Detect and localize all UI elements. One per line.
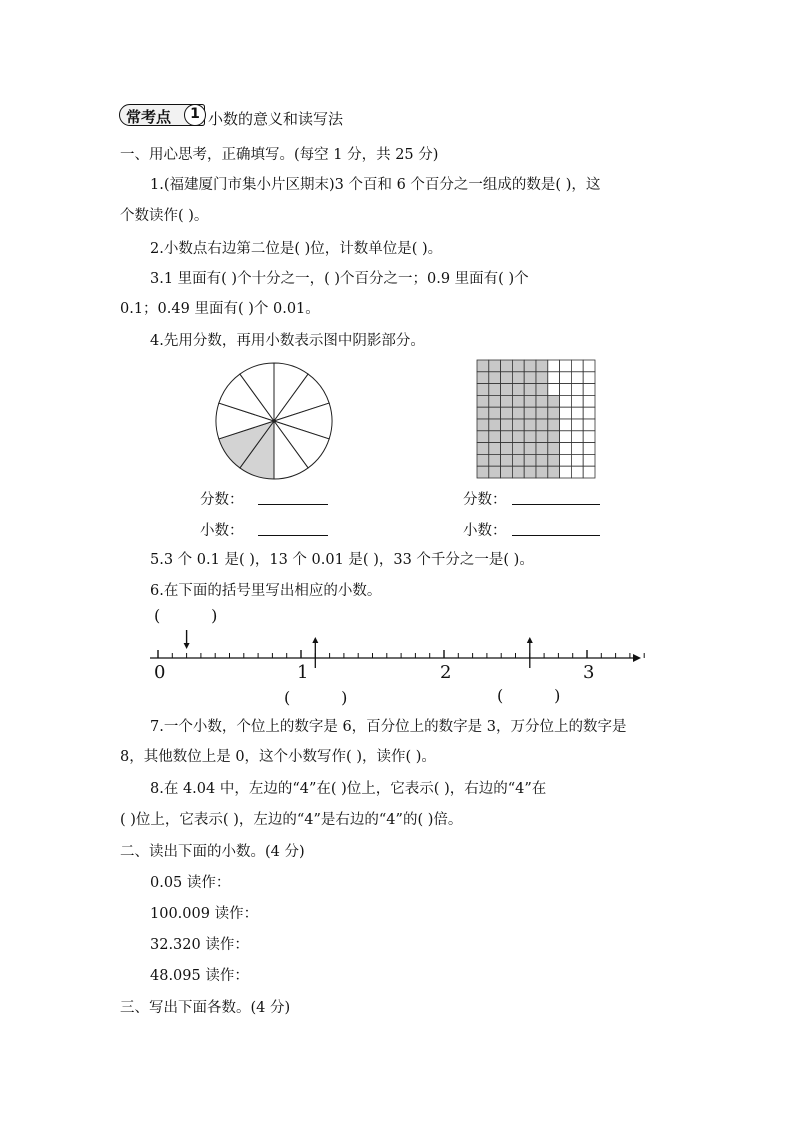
grid-cell — [583, 360, 595, 372]
grid-cell — [583, 384, 595, 396]
grid-cell — [489, 443, 501, 455]
grid-cell — [571, 431, 583, 443]
grid-cell — [571, 443, 583, 455]
grid-cell — [477, 407, 489, 419]
grid-cell — [560, 407, 572, 419]
grid-cell — [489, 454, 501, 466]
grid-cell — [512, 395, 524, 407]
grid-cell — [501, 360, 513, 372]
q5-text: 5.3 个 0.1 是( )，13 个 0.01 是( )，33 个千分之一是( )。 — [150, 552, 534, 568]
grid-cell — [536, 419, 548, 431]
numberline-label-3: 3 — [583, 662, 595, 683]
q8-line1: 8.在 4.04 中，左边的“4”在( )位上，它表示( )，右边的“4”在 — [150, 781, 547, 797]
grid-cell — [524, 454, 536, 466]
grid-cell — [583, 466, 595, 478]
grid-cell — [524, 431, 536, 443]
q2-text: 2.小数点右边第二位是( )位，计数单位是( )。 — [150, 241, 443, 257]
grid-cell — [524, 419, 536, 431]
numberline-blank-bottom-1[interactable]: ( ) — [284, 688, 348, 707]
grid-cell — [489, 466, 501, 478]
grid-cell — [501, 407, 513, 419]
grid-cell — [583, 407, 595, 419]
grid-cell — [536, 454, 548, 466]
grid-cell — [489, 384, 501, 396]
grid-cell — [501, 454, 513, 466]
grid-cell — [477, 431, 489, 443]
grid-cell — [560, 395, 572, 407]
grid-cell — [560, 431, 572, 443]
grid-cell — [571, 360, 583, 372]
pie-decimal-blank[interactable] — [258, 535, 328, 536]
grid-cell — [548, 384, 560, 396]
grid-cell — [571, 384, 583, 396]
grid-cell — [536, 395, 548, 407]
grid-cell — [512, 466, 524, 478]
grid-cell — [536, 466, 548, 478]
grid-cell — [548, 407, 560, 419]
grid-cell — [583, 419, 595, 431]
section1-heading: 一、用心思考，正确填写。(每空 1 分，共 25 分) — [120, 147, 439, 163]
grid-cell — [477, 443, 489, 455]
numberline-blank-bottom-2[interactable]: ( ) — [497, 686, 561, 705]
section2-heading: 二、读出下面的小数。(4 分) — [120, 844, 305, 860]
axis-arrowhead — [633, 654, 641, 662]
q7-line1: 7.一个小数，个位上的数字是 6，百分位上的数字是 3，万分位上的数字是 — [150, 719, 627, 735]
grid-cell — [583, 431, 595, 443]
q1-line2: 个数读作( )。 — [120, 208, 209, 224]
grid-cell — [501, 443, 513, 455]
value-arrowhead — [312, 637, 318, 643]
grid-cell — [560, 419, 572, 431]
grid-cell — [512, 384, 524, 396]
grid-cell — [489, 407, 501, 419]
pie-decimal-label: 小数： — [200, 523, 244, 539]
grid-cell — [477, 419, 489, 431]
pie-figure — [214, 362, 334, 482]
grid-cell — [489, 431, 501, 443]
q3-line1: 3.1 里面有( )个十分之一，( )个百分之一；0.9 里面有( )个 — [150, 271, 529, 287]
grid-cell — [477, 384, 489, 396]
grid-cell — [501, 431, 513, 443]
grid-fraction-blank[interactable] — [512, 504, 600, 505]
number-line — [145, 628, 645, 668]
grid-cell — [477, 360, 489, 372]
grid-cell — [571, 454, 583, 466]
grid-figure — [476, 359, 598, 479]
grid-cell — [536, 407, 548, 419]
grid-cell — [571, 407, 583, 419]
numberline-label-1: 1 — [297, 662, 309, 683]
grid-fraction-label: 分数： — [463, 492, 507, 508]
grid-cell — [548, 431, 560, 443]
grid-cell — [524, 443, 536, 455]
grid-cell — [583, 372, 595, 384]
grid-cell — [501, 395, 513, 407]
grid-cell — [560, 454, 572, 466]
grid-cell — [501, 419, 513, 431]
grid-cell — [536, 431, 548, 443]
grid-cell — [477, 466, 489, 478]
grid-decimal-label: 小数： — [463, 523, 507, 539]
grid-cell — [560, 466, 572, 478]
pie-fraction-label: 分数： — [200, 492, 244, 508]
grid-cell — [583, 395, 595, 407]
grid-cell — [501, 384, 513, 396]
grid-cell — [489, 419, 501, 431]
grid-cell — [512, 454, 524, 466]
topic-tag-number: 1 — [184, 104, 206, 126]
grid-cell — [477, 395, 489, 407]
grid-cell — [583, 443, 595, 455]
grid-cell — [548, 454, 560, 466]
grid-cell — [524, 372, 536, 384]
grid-cell — [548, 419, 560, 431]
grid-cell — [548, 443, 560, 455]
grid-cell — [571, 466, 583, 478]
section3-heading: 三、写出下面各数。(4 分) — [120, 1000, 291, 1016]
grid-cell — [524, 384, 536, 396]
grid-cell — [512, 372, 524, 384]
grid-decimal-blank[interactable] — [512, 535, 600, 536]
value-arrowhead — [184, 643, 190, 649]
numberline-label-2: 2 — [440, 662, 452, 683]
q6-text: 6.在下面的括号里写出相应的小数。 — [150, 583, 382, 599]
grid-cell — [536, 384, 548, 396]
grid-cell — [571, 372, 583, 384]
grid-cell — [524, 407, 536, 419]
grid-cell — [536, 443, 548, 455]
q3-line2: 0.1；0.49 里面有( )个 0.01。 — [120, 301, 320, 317]
read-item-3: 32.320 读作： — [150, 937, 249, 953]
read-item-1: 0.05 读作： — [150, 875, 231, 891]
read-item-4: 48.095 读作： — [150, 968, 249, 984]
grid-cell — [536, 360, 548, 372]
grid-cell — [560, 443, 572, 455]
numberline-blank-top[interactable]: ( ) — [154, 606, 218, 625]
grid-cell — [524, 395, 536, 407]
grid-cell — [489, 360, 501, 372]
grid-cell — [512, 443, 524, 455]
grid-cell — [512, 407, 524, 419]
grid-cell — [548, 360, 560, 372]
grid-cell — [512, 360, 524, 372]
grid-cell — [560, 372, 572, 384]
q7-line2: 8，其他数位上是 0，这个小数写作( )，读作( )。 — [120, 749, 436, 765]
grid-cell — [501, 466, 513, 478]
grid-cell — [560, 384, 572, 396]
grid-cell — [583, 454, 595, 466]
grid-cell — [536, 372, 548, 384]
grid-cell — [489, 372, 501, 384]
q1-line1: 1.(福建厦门市集小片区期末)3 个百和 6 个百分之一组成的数是( )，这 — [150, 177, 601, 193]
grid-cell — [548, 372, 560, 384]
page-title: 小数的意义和读写法 — [208, 110, 344, 128]
grid-cell — [489, 395, 501, 407]
grid-cell — [477, 372, 489, 384]
q4-text: 4.先用分数，再用小数表示图中阴影部分。 — [150, 333, 425, 349]
pie-fraction-blank[interactable] — [258, 504, 328, 505]
grid-cell — [524, 466, 536, 478]
grid-cell — [512, 431, 524, 443]
grid-cell — [548, 466, 560, 478]
grid-cell — [477, 454, 489, 466]
grid-cell — [548, 395, 560, 407]
grid-cell — [512, 419, 524, 431]
topic-tag — [119, 104, 205, 126]
grid-cell — [571, 395, 583, 407]
numberline-label-0: 0 — [154, 662, 166, 683]
q8-line2: ( )位上，它表示( )，左边的“4”是右边的“4”的( )倍。 — [120, 812, 463, 828]
grid-cell — [560, 360, 572, 372]
topic-tag-text: 常考点 — [126, 108, 172, 126]
read-item-2: 100.009 读作： — [150, 906, 259, 922]
value-arrowhead — [527, 637, 533, 643]
grid-cell — [524, 360, 536, 372]
grid-cell — [501, 372, 513, 384]
grid-cell — [571, 419, 583, 431]
